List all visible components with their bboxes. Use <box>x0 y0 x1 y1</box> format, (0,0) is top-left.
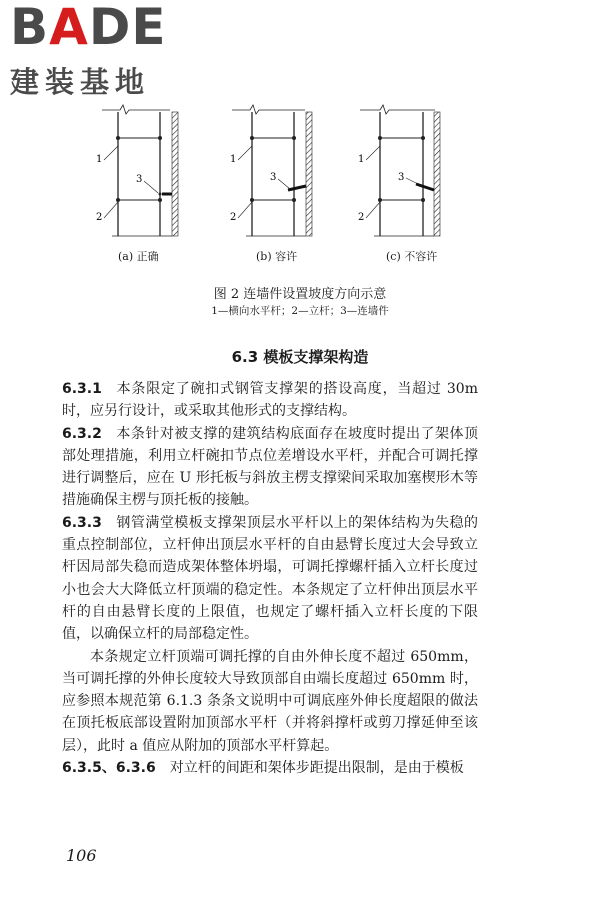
paragraph-6-3-5 <box>62 757 478 779</box>
figure-caption: 图 2 连墙件设置坡度方向示意 <box>213 287 387 302</box>
paragraph-text: 本条针对被支撑的建筑结构底面存在坡度时提出了架体顶部处理措施，利用立杆碗扣节点位差增设水平杆，并配合可调托撑进行调整后，应在 U 形托板与斜放主楞支撑梁间采取加塞楔形木等措施确保主楞与顶托板的接触。 <box>62 425 478 509</box>
paragraph-text: 对立杆的间距和架体步距提出限制，是由于模板 <box>169 760 464 777</box>
paragraph-6-3-3-cont <box>62 646 478 757</box>
label-1-b: 1 <box>230 154 237 165</box>
subfigure-label-b: (b) 容许 <box>256 250 298 263</box>
logo-subtitle: 建装基地 <box>10 65 151 99</box>
label-3-c: 3 <box>398 172 405 183</box>
diagram-b <box>230 105 312 236</box>
paragraph-text: 本条限定了碗扣式钢管支撑架的搭设高度，当超过 30m 时，应另行设计，或采取其他形式的支撑结构。 <box>62 381 478 420</box>
subfigure-label-a: (a) 正确 <box>118 250 159 263</box>
paragraph-6-3-3 <box>62 512 478 646</box>
label-2-a: 2 <box>96 212 103 223</box>
label-1-c: 1 <box>358 154 365 165</box>
paragraph-6-3-1 <box>62 378 478 423</box>
paragraph-text: 本条规定立杆顶端可调托撑的自由外伸长度不超过 650mm，当可调托撑的外伸长度较大导致顶部自由端长度超过 650mm 时，应参照本规范第 6.1.3 条条文说明中可调底座外伸长度超限的做法在顶托板底部设置附加顶部水平杆（并将斜撑杆或剪刀撑延伸至该层），此时 a 值应从附加的顶部水平杆算起。 <box>62 648 478 754</box>
body-text <box>62 378 478 779</box>
label-3-a: 3 <box>136 174 143 185</box>
clause-number: 6.3.1 <box>62 381 102 397</box>
subfigure-label-c: (c) 不容许 <box>386 250 438 263</box>
brand-logo <box>8 0 183 99</box>
page-number: 106 <box>66 846 97 865</box>
clause-number: 6.3.5、6.3.6 <box>62 760 156 777</box>
section-heading: 6.3 模板支撑架构造 <box>231 348 369 366</box>
label-2-b: 2 <box>230 212 237 223</box>
clause-number: 6.3.2 <box>62 425 102 442</box>
label-2-c: 2 <box>358 212 365 223</box>
clause-number: 6.3.3 <box>62 514 102 531</box>
diagram-a <box>96 105 178 236</box>
figure-legend: 1—横向水平杆；2—立杆；3—连墙件 <box>211 305 389 317</box>
label-1-a: 1 <box>96 154 103 165</box>
paragraph-text: 钢管满堂模板支撑架顶层水平杆以上的架体结构为失稳的重点控制部位，立杆伸出顶层水平杆的自由悬臂长度过大会导致立杆因局部失稳而造成架体整体坍塌，可调托撑螺杆插入立杆长度过小也会大大降低立杆顶端的稳定性。本条规定了立杆伸出顶层水平杆的自由悬臂长度的上限值，也规定了螺杆插入立杆长度的下限值，以确保立杆的局部稳定性。 <box>62 514 478 643</box>
logo-wordmark: BADE <box>10 0 167 56</box>
label-3-b: 3 <box>270 172 277 183</box>
logo-accent-letter: A <box>49 0 89 56</box>
paragraph-6-3-2 <box>62 423 478 512</box>
diagram-c <box>358 105 440 236</box>
